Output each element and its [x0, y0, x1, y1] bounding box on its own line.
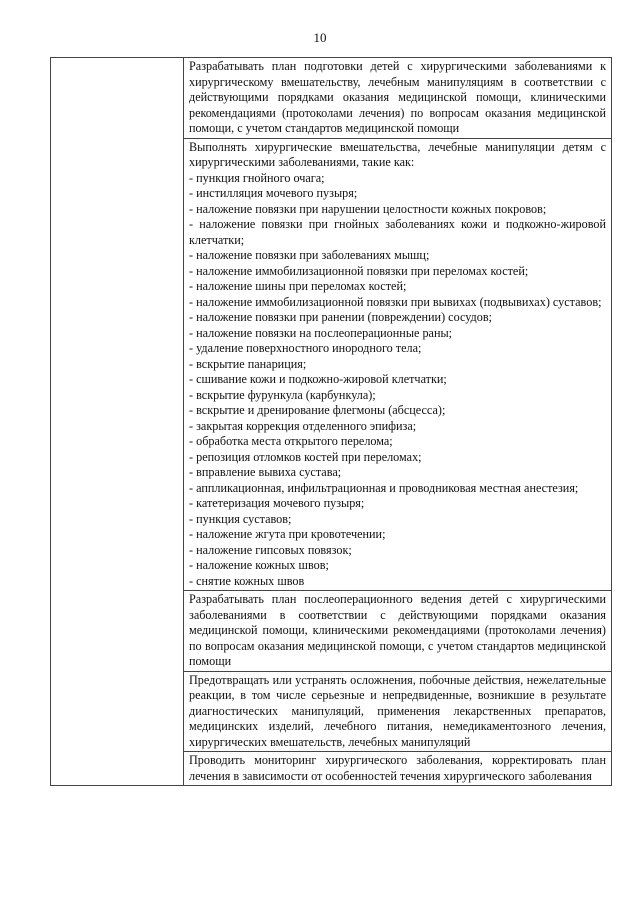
list-item: - наложение иммобилизационной повязки при вывихах (подвывихах) суставов;	[189, 295, 606, 311]
list-item: - вправление вывиха сустава;	[189, 465, 606, 481]
table-cell-monitoring	[184, 752, 612, 786]
list-item: - пункция суставов;	[189, 512, 606, 528]
list-item: - вскрытие и дренирование флегмоны (абсцесса);	[189, 403, 606, 419]
table-cell-postoperative-plan	[184, 591, 612, 672]
row-intro: Выполнять хирургические вмешательства, лечебные манипуляции детям с хирургическими заболеваниями, такие как:	[189, 139, 606, 169]
list-item: - пункция гнойного очага;	[189, 171, 606, 187]
list-item: - вскрытие панариция;	[189, 357, 606, 373]
list-item: - наложение повязки при гнойных заболеваниях кожи и подкожно-жировой клетчатки;	[189, 217, 606, 248]
table-cell-plan-preparation	[184, 58, 612, 139]
list-item: - обработка места открытого перелома;	[189, 434, 606, 450]
list-item: - наложение гипсовых повязок;	[189, 543, 606, 559]
list-item: - наложение кожных швов;	[189, 558, 606, 574]
table-row	[51, 58, 612, 139]
list-item: - наложение повязки при заболеваниях мышц;	[189, 248, 606, 264]
list-item: - наложение жгута при кровотечении;	[189, 527, 606, 543]
row-text: Разрабатывать план подготовки детей с хирургическими заболеваниями к хирургическому вмешательству, лечебным манипуляциям в соответствии с действующими порядками оказания медицинской помощи, клиническими рекомендациями (протоколами лечения) по вопросам оказания медицинской помощи, с учетом стандартов медицинской помощи	[189, 59, 606, 135]
list-item: - вскрытие фурункула (карбункула);	[189, 388, 606, 404]
list-item: - наложение иммобилизационной повязки при переломах костей;	[189, 264, 606, 280]
left-column-cell	[51, 58, 184, 786]
procedure-list	[189, 171, 606, 590]
list-item: - сшивание кожи и подкожно-жировой клетчатки;	[189, 372, 606, 388]
list-item: - аппликационная, инфильтрационная и проводниковая местная анестезия;	[189, 481, 606, 497]
list-item: - инстилляция мочевого пузыря;	[189, 186, 606, 202]
list-item: - наложение повязки на послеоперационные раны;	[189, 326, 606, 342]
list-item: - закрытая коррекция отделенного эпифиза;	[189, 419, 606, 435]
table-cell-complications	[184, 671, 612, 752]
list-item: - репозиция отломков костей при переломах;	[189, 450, 606, 466]
list-item: - катетеризация мочевого пузыря;	[189, 496, 606, 512]
list-item: - снятие кожных швов	[189, 574, 606, 590]
list-item: - наложение повязки при ранении (повреждении) сосудов;	[189, 310, 606, 326]
row-text: Разрабатывать план послеоперационного ведения детей с хирургическими заболеваниями в соответствии с действующими порядками оказания медицинской помощи, клиническими рекомендациями (протоколами лечения) по вопросам оказания медицинской помощи, с учетом стандартов медицинской помощи	[189, 592, 606, 668]
page-number: 10	[313, 30, 327, 45]
table-cell-interventions	[184, 138, 612, 591]
list-item: - наложение шины при переломах костей;	[189, 279, 606, 295]
row-text: Проводить мониторинг хирургического заболевания, корректировать план лечения в зависимости от особенностей течения хирургического заболевания	[189, 753, 606, 783]
list-item: - удаление поверхностного инородного тела;	[189, 341, 606, 357]
list-item: - наложение повязки при нарушении целостности кожных покровов;	[189, 202, 606, 218]
competency-table	[50, 57, 612, 786]
row-text: Предотвращать или устранять осложнения, побочные действия, нежелательные реакции, в том числе серьезные и непредвиденные, возникшие в результате диагностических манипуляций, применения лекарственных препаратов, медицинских изделий, лечебного питания, немедикаментозного лечения, хирургических вмешательств, лечебных манипуляций	[189, 672, 606, 749]
